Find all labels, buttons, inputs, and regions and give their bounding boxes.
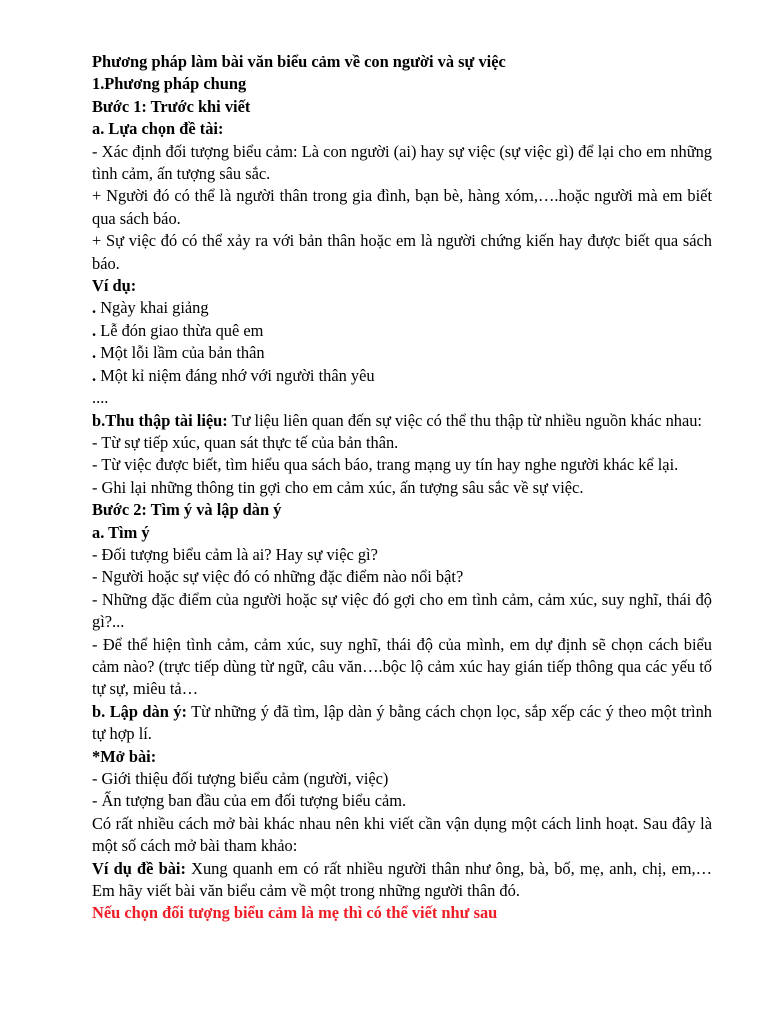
step2-b-label: b. Lập dàn ý: [92,701,187,721]
example-prompt-text: Xung quanh em có rất nhiều người thân như ông, bà, bố, mẹ, anh, chị, em,… Em hãy viết bài văn biểu cảm về một trong những người thân đó. [92,858,712,901]
step1-a-heading: a. Lựa chọn đề tài: [92,119,224,139]
example-item: . Một lỗi lầm của bản thân [92,343,265,363]
document-page [92,51,712,925]
example-prompt-paragraph [92,858,712,903]
mobai-line: - Ấn tượng ban đầu của em đối tượng biểu cảm. [92,791,407,811]
step2-a-line: - Người hoặc sự việc đó có những đặc điểm nào nổi bật? [92,567,464,587]
step1-b-line: - Ghi lại những thông tin gợi cho em cảm xúc, ấn tượng sâu sắc về sự việc. [92,477,584,497]
step2-a-line: - Để thể hiện tình cảm, cảm xúc, suy nghĩ, thái độ của mình, em dự định sẽ chọn cách biểu cảm nào? (trực tiếp dùng từ ngữ, câu văn….bộc lộ cảm xúc hay gián tiếp thông qua các yếu tố tự sự, miêu tả… [92,634,712,699]
mobai-line: Có rất nhiều cách mở bài khác nhau nên khi viết cần vận dụng một cách linh hoạt. Sau đây là một số cách mở bài tham khảo: [92,813,712,856]
ellipsis: .... [92,388,109,408]
step2-b-paragraph [92,701,712,746]
mobai-heading: *Mở bài: [92,746,157,766]
example-item: . Một kỉ niệm đáng nhớ với người thân yêu [92,365,375,385]
step1-heading: Bước 1: Trước khi viết [92,96,251,116]
step2-a-heading: a. Tìm ý [92,522,150,542]
step2-b-text: Từ những ý đã tìm, lập dàn ý bằng cách chọn lọc, sắp xếp các ý theo một trình tự hợp lí. [92,701,712,744]
section-heading-1: 1.Phương pháp chung [92,74,247,94]
step1-b-text: Tư liệu liên quan đến sự việc có thể thu thập từ nhiều nguồn khác nhau: [227,410,702,430]
step1-b-paragraph [92,410,712,432]
example-label: Ví dụ: [92,276,137,296]
step1-a-line: - Xác định đối tượng biểu cảm: Là con người (ai) hay sự việc (sự việc gì) để lại cho em những tình cảm, ấn tượng sâu sắc. [92,141,712,184]
example-prompt-label: Ví dụ đề bài: [92,858,186,878]
example-item: . Lễ đón giao thừa quê em [92,320,264,340]
example-item: . Ngày khai giảng [92,298,209,318]
document-title: Phương pháp làm bài văn biểu cảm về con người và sự việc [92,52,506,71]
step2-a-line: - Những đặc điểm của người hoặc sự việc đó gợi cho em tình cảm, cảm xúc, suy nghĩ, thái độ gì?... [92,589,712,632]
mobai-line: - Giới thiệu đối tượng biểu cảm (người, việc) [92,769,389,788]
step1-a-line: + Sự việc đó có thể xảy ra với bản thân hoặc em là người chứng kiến hay được biết qua sách báo. [92,231,712,273]
highlight-line: Nếu chọn đối tượng biểu cảm là mẹ thì có thể viết như sau [92,903,498,923]
step1-b-line: - Từ sự tiếp xúc, quan sát thực tế của bản thân. [92,432,399,452]
step2-heading: Bước 2: Tìm ý và lập dàn ý [92,500,282,520]
step2-a-line: - Đối tượng biểu cảm là ai? Hay sự việc gì? [92,544,378,564]
step1-b-line: - Từ việc được biết, tìm hiểu qua sách báo, trang mạng uy tín hay nghe người khác kể lại. [92,455,679,475]
step1-a-line: + Người đó có thể là người thân trong gia đình, bạn bè, hàng xóm,….hoặc người mà em biết qua sách báo. [92,186,712,228]
step1-b-label: b.Thu thập tài liệu: [92,410,228,430]
